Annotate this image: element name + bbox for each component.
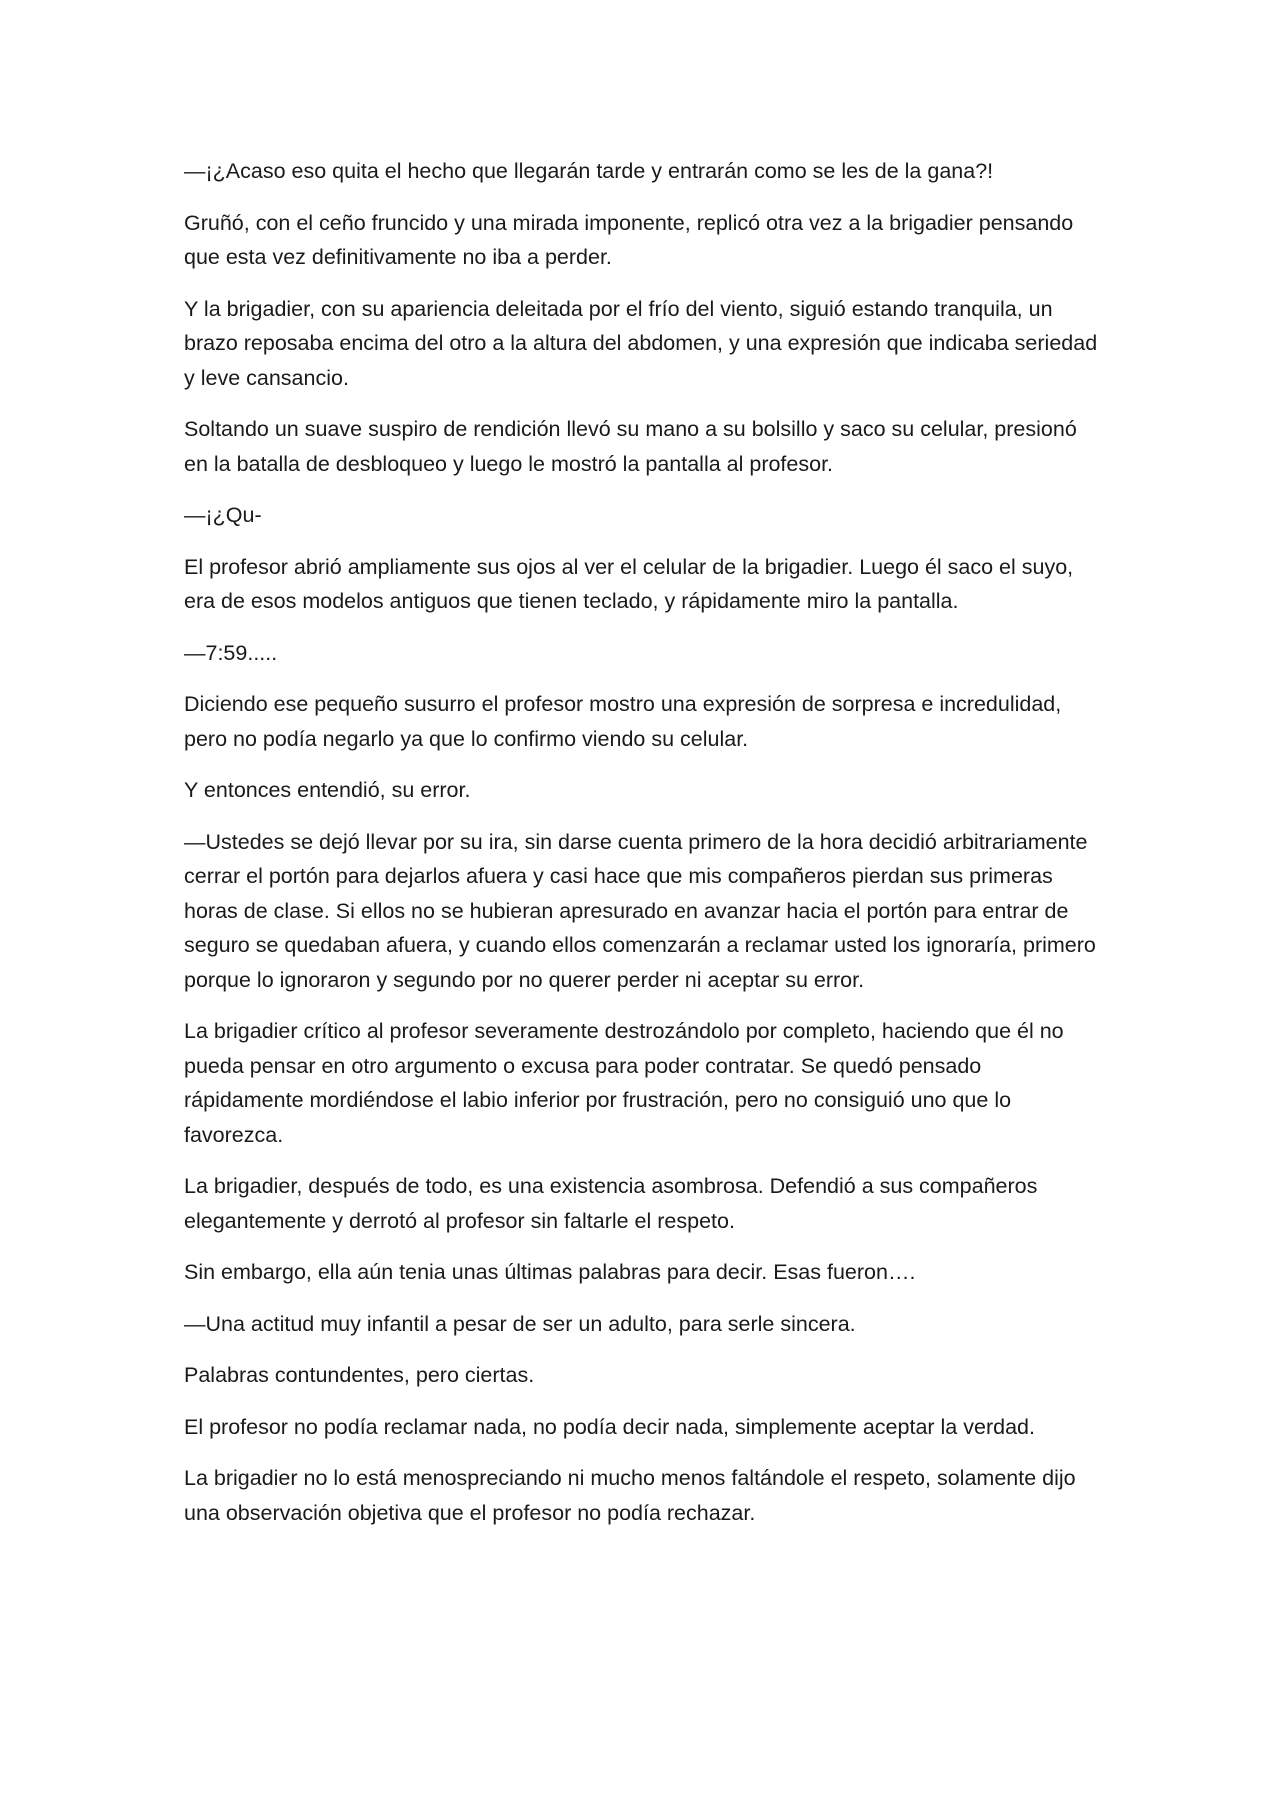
paragraph-13: Sin embargo, ella aún tenia unas últimas palabras para decir. Esas fueron…. [184, 1260, 916, 1284]
paragraph-5: —¡¿Qu- [184, 503, 262, 527]
paragraph-6: El profesor abrió ampliamente sus ojos al ver el celular de la brigadier. Luego él saco el suyo, era de esos modelos antiguos que tienen teclado, y rápidamente miro la pantalla. [184, 554, 1074, 613]
paragraph-11: La brigadier crítico al profesor severamente destrozándolo por completo, haciendo que él no pueda pensar en otro argumento o excusa para poder contratar. Se quedó pensado rápidamente mordiéndose el labio inferior por frustración, pero no consiguió uno que lo favorezca. [184, 1019, 1064, 1147]
paragraph-15: Palabras contundentes, pero ciertas. [184, 1363, 535, 1387]
body-text [184, 154, 1104, 1547]
paragraph-16: El profesor no podía reclamar nada, no podía decir nada, simplemente aceptar la verdad. [184, 1414, 1035, 1439]
paragraph-7: —7:59..... [184, 640, 278, 665]
paragraph-1: —¡¿Acaso eso quita el hecho que llegarán tarde y entrarán como se les de la gana?! [184, 159, 994, 183]
paragraph-3: Y la brigadier, con su apariencia deleitada por el frío del viento, siguió estando tranquila, un brazo reposaba encima del otro a la altura del abdomen, y una expresión que indicaba seriedad y leve cansancio. [184, 296, 1098, 390]
paragraph-10: —Ustedes se dejó llevar por su ira, sin darse cuenta primero de la hora decidió arbitrariamente cerrar el portón para dejarlos afuera y casi hace que mis compañeros pierdan sus primeras horas de clase. Si ellos no se hubieran apresurado en avanzar hacia el portón para entrar de seguro se quedaban afuera, y cuando ellos comenzarán a reclamar usted los ignoraría, primero porque lo ignoraron y segundo por no querer perder ni aceptar su error. [184, 829, 1096, 992]
paragraph-14: —Una actitud muy infantil a pesar de ser un adulto, para serle sincera. [184, 1311, 856, 1336]
paragraph-8: Diciendo ese pequeño susurro el profesor mostro una expresión de sorpresa e incredulidad, pero no podía negarlo ya que lo confirmo viendo su celular. [184, 692, 1062, 751]
paragraph-9: Y entonces entendió, su error. [184, 778, 471, 802]
paragraph-4: Soltando un suave suspiro de rendición llevó su mano a su bolsillo y saco su celular, presionó en la batalla de desbloqueo y luego le mostró la pantalla al profesor. [184, 417, 1077, 476]
paragraph-12: La brigadier, después de todo, es una existencia asombrosa. Defendió a sus compañeros elegantemente y derrotó al profesor sin faltarle el respeto. [184, 1174, 1038, 1233]
paragraph-17: La brigadier no lo está menospreciando ni mucho menos faltándole el respeto, solamente dijo una observación objetiva que el profesor no podía rechazar. [184, 1466, 1076, 1525]
paragraph-2: Gruñó, con el ceño fruncido y una mirada imponente, replicó otra vez a la brigadier pensando que esta vez definitivamente no iba a perder. [184, 210, 1074, 269]
